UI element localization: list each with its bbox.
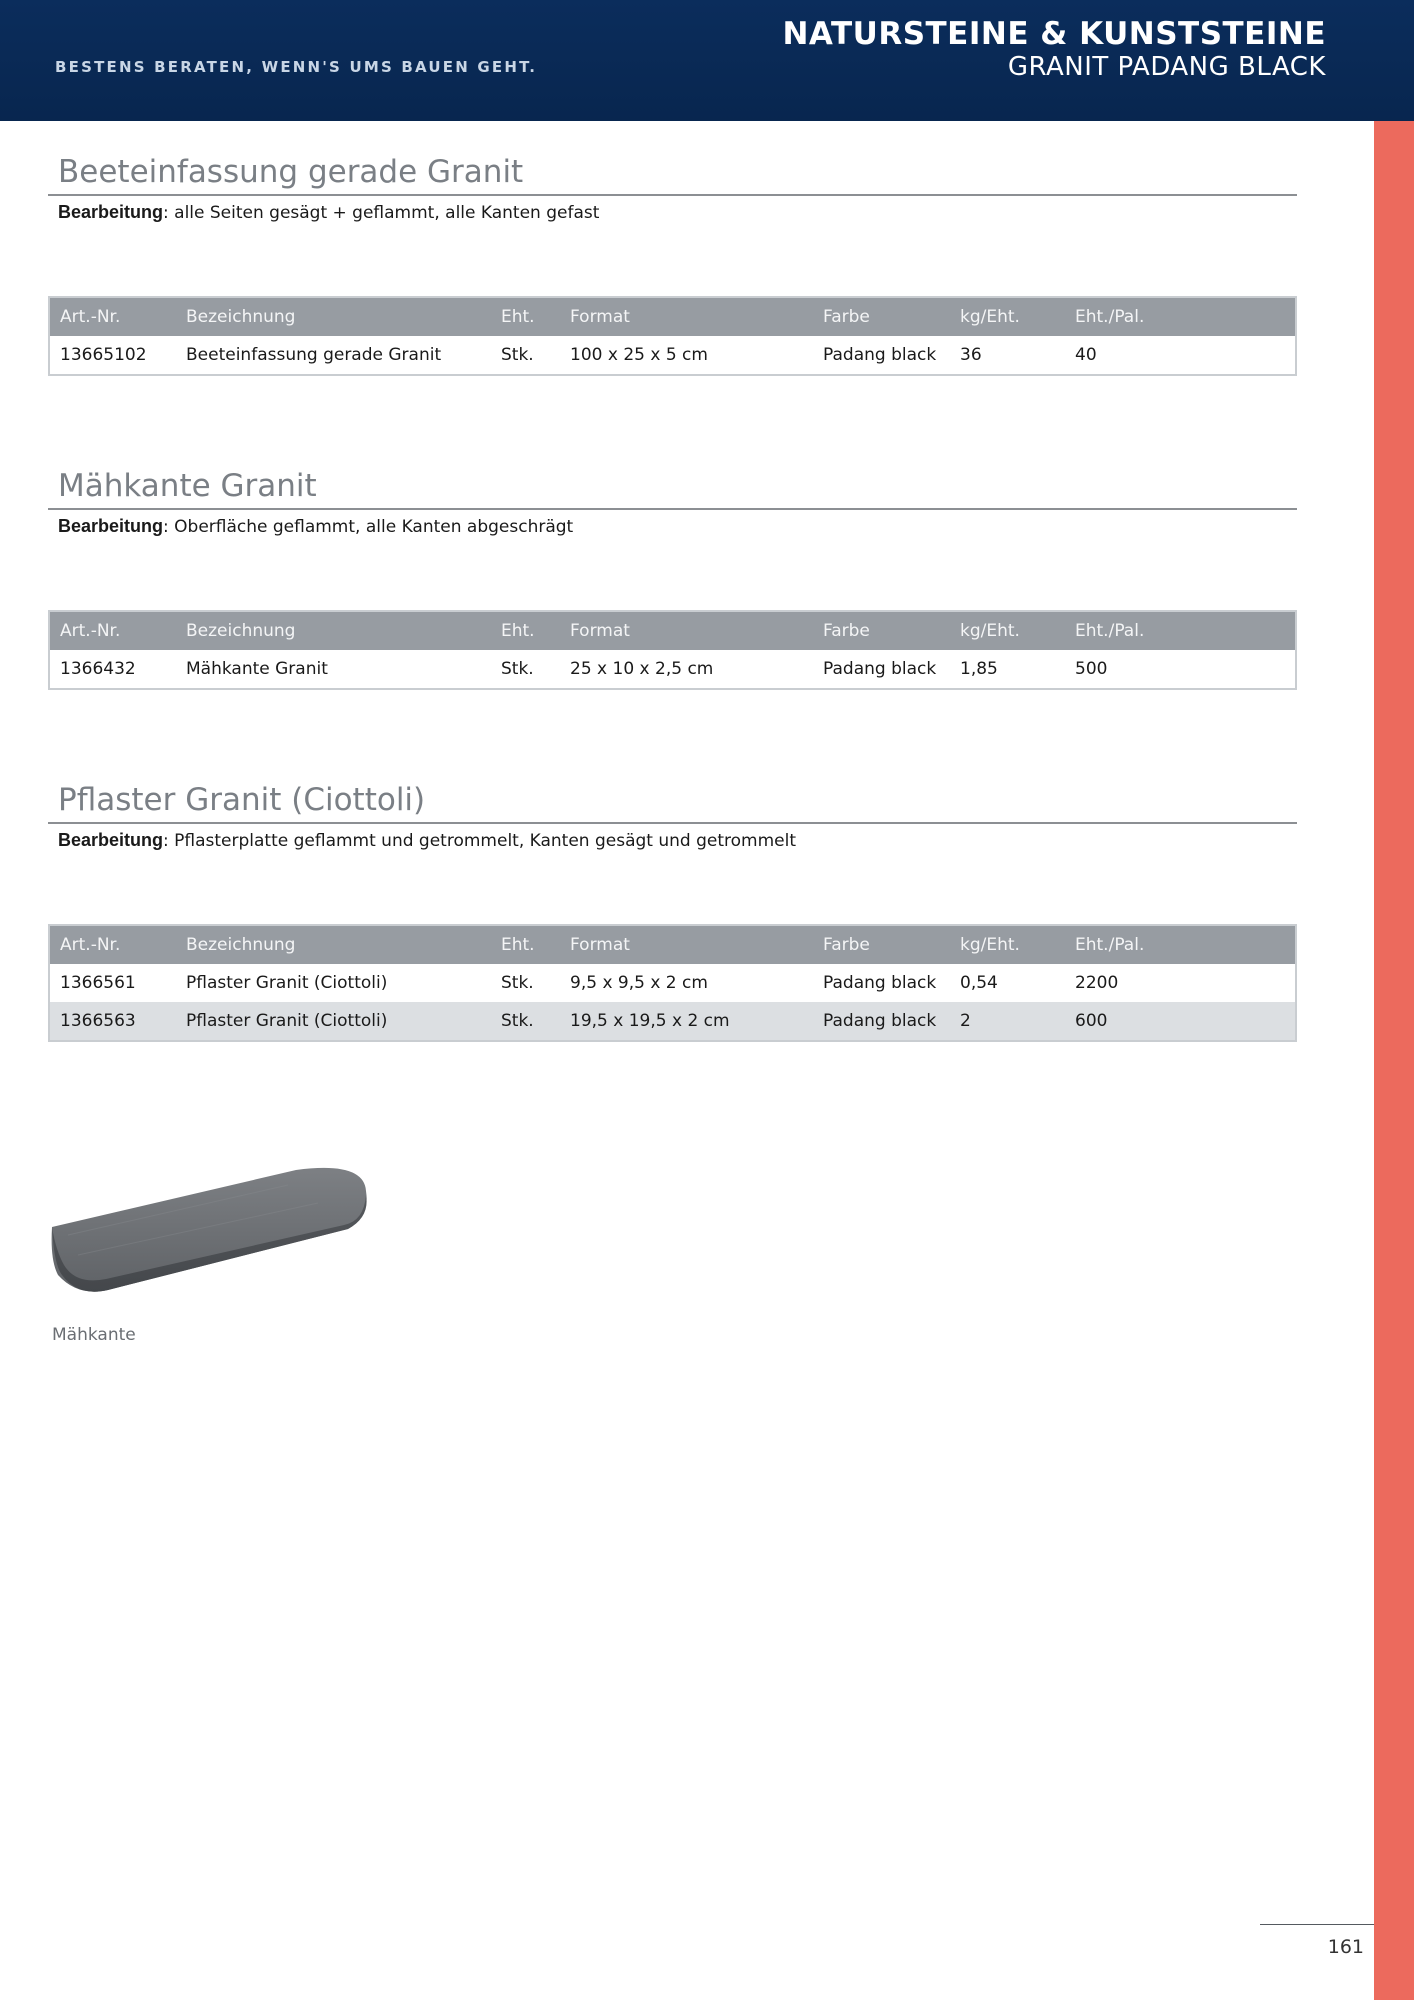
header-tagline: BESTENS BERATEN, WENN'S UMS BAUEN GEHT.	[55, 58, 538, 76]
table-header-row	[49, 297, 1296, 336]
section-maehkante	[48, 466, 1297, 537]
col-art-nr: Art.-Nr.	[49, 611, 176, 650]
col-eht: Eht.	[491, 925, 560, 964]
cell-format: 100 x 25 x 5 cm	[570, 345, 708, 365]
col-bezeichnung: Bezeichnung	[176, 297, 491, 336]
cell-bezeichnung: Beeteinfassung gerade Granit	[186, 345, 442, 365]
cell-eht-pal: 40	[1075, 345, 1097, 365]
col-eht: Eht.	[491, 297, 560, 336]
cell-kg-eht: 0,54	[960, 973, 998, 993]
section-description	[48, 196, 1297, 223]
col-kg-eht: kg/Eht.	[950, 611, 1065, 650]
cell-eht: Stk.	[501, 659, 534, 679]
col-kg-eht: kg/Eht.	[950, 925, 1065, 964]
cell-format: 25 x 10 x 2,5 cm	[570, 659, 714, 679]
col-eht-pal: Eht./Pal.	[1065, 611, 1296, 650]
cell-bezeichnung: Pflaster Granit (Ciottoli)	[186, 973, 388, 993]
col-eht: Eht.	[491, 611, 560, 650]
cell-kg-eht: 2	[950, 1002, 1065, 1041]
table-header-row	[49, 611, 1296, 650]
col-format: Format	[560, 611, 813, 650]
image-caption: Mähkante	[52, 1325, 136, 1345]
cell-eht: Stk.	[491, 1002, 560, 1041]
cell-farbe: Padang black	[823, 659, 937, 679]
cell-farbe: Padang black	[823, 345, 937, 365]
header-title: NATURSTEINE & KUNSTSTEINE	[782, 16, 1326, 52]
col-format: Format	[560, 925, 813, 964]
table-row	[49, 964, 1296, 1002]
description-text: : Oberfläche geflammt, alle Kanten abgeschrägt	[163, 517, 574, 537]
col-bezeichnung: Bezeichnung	[176, 925, 491, 964]
section-title: Mähkante Granit	[48, 466, 1297, 510]
page-header	[0, 0, 1414, 121]
table-row	[49, 1002, 1296, 1041]
col-bezeichnung: Bezeichnung	[176, 611, 491, 650]
section-title: Pflaster Granit (Ciottoli)	[48, 780, 1297, 824]
col-eht-pal: Eht./Pal.	[1065, 925, 1296, 964]
description-text: : Pflasterplatte geflammt und getrommelt, Kanten gesägt und getrommelt	[163, 831, 797, 851]
table-header-row	[49, 925, 1296, 964]
col-farbe: Farbe	[813, 925, 950, 964]
col-kg-eht: kg/Eht.	[950, 297, 1065, 336]
cell-farbe: Padang black	[823, 973, 937, 993]
section-title: Beeteinfassung gerade Granit	[48, 152, 1297, 196]
product-table-maehkante	[48, 610, 1297, 690]
cell-format: 9,5 x 9,5 x 2 cm	[570, 973, 708, 993]
maehkante-stone-image	[48, 1165, 378, 1315]
table-row	[49, 336, 1296, 375]
cell-kg-eht: 36	[960, 345, 982, 365]
cell-kg-eht: 1,85	[960, 659, 998, 679]
cell-art-nr: 1366432	[60, 659, 136, 679]
section-description	[48, 510, 1297, 537]
product-table-pflaster	[48, 924, 1297, 1042]
col-format: Format	[560, 297, 813, 336]
cell-eht: Stk.	[501, 973, 534, 993]
side-accent-bar	[1374, 121, 1414, 2000]
description-label: Bearbeitung	[58, 830, 164, 850]
cell-bezeichnung: Mähkante Granit	[186, 659, 328, 679]
header-subtitle: GRANIT PADANG BLACK	[1007, 52, 1326, 82]
section-beeteinfassung	[48, 152, 1297, 223]
product-table-beeteinfassung	[48, 296, 1297, 376]
description-label: Bearbeitung	[58, 516, 164, 536]
col-farbe: Farbe	[813, 611, 950, 650]
cell-eht-pal: 2200	[1075, 973, 1119, 993]
cell-art-nr: 13665102	[60, 345, 147, 365]
table-row	[49, 650, 1296, 689]
page-number: 161	[1327, 1936, 1364, 1958]
cell-eht-pal: 600	[1065, 1002, 1296, 1041]
cell-farbe: Padang black	[813, 1002, 950, 1041]
cell-bezeichnung: Pflaster Granit (Ciottoli)	[176, 1002, 491, 1041]
cell-art-nr: 1366563	[49, 1002, 176, 1041]
description-text: : alle Seiten gesägt + geflammt, alle Kanten gefast	[163, 203, 600, 223]
cell-eht-pal: 500	[1075, 659, 1108, 679]
col-art-nr: Art.-Nr.	[49, 925, 176, 964]
col-eht-pal: Eht./Pal.	[1065, 297, 1296, 336]
section-description	[48, 824, 1297, 851]
col-art-nr: Art.-Nr.	[49, 297, 176, 336]
col-farbe: Farbe	[813, 297, 950, 336]
section-pflaster	[48, 780, 1297, 851]
description-label: Bearbeitung	[58, 202, 164, 222]
cell-art-nr: 1366561	[60, 973, 136, 993]
cell-eht: Stk.	[501, 345, 534, 365]
footer-divider	[1260, 1924, 1374, 1925]
cell-format: 19,5 x 19,5 x 2 cm	[560, 1002, 813, 1041]
